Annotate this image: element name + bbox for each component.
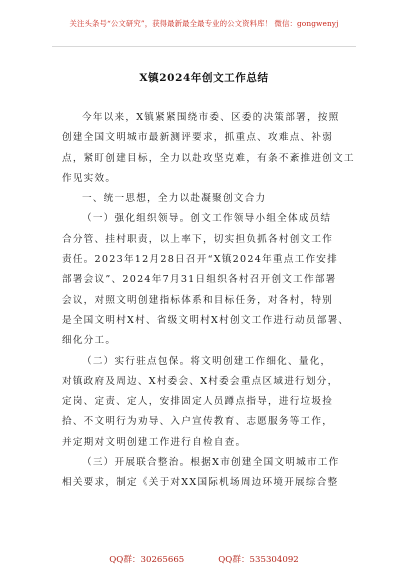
paragraph-line: 今年以来，X镇紧紧围绕市委、区委的决策部署，按照 (82, 112, 340, 123)
section-heading: 一、统一思想，全力以赴凝聚创文合力 (82, 193, 267, 205)
paragraph-line: 部署会议”、2024年7月31日组织各村召开创文工作部署 (62, 274, 337, 286)
paragraph-line: 相关要求，制定《关于对XX国际机场周边环境开展综合整 (62, 477, 339, 489)
qq-group-2: QQ群：535304092 (218, 555, 299, 565)
paragraph-line: 并定期对文明创建工作进行自检自查。 (62, 436, 247, 448)
paragraph-line: 对镇政府及周边、X村委会、X村委会重点区域进行划分， (62, 375, 339, 387)
header-divider (52, 46, 356, 47)
paragraph-line: （一）强化组织领导。创文工作领导小组全体成员结 (82, 213, 332, 225)
document-body (62, 108, 355, 494)
paragraph-line: （三）开展联合整治。根据X市创建全国文明城市工作 (82, 457, 340, 469)
paragraph-line: 创建全国文明城市最新测评要求，抓重点、攻难点、补弱 (62, 132, 334, 144)
qq-group-1: QQ群：30265665 (109, 555, 185, 565)
paragraph-line: 作见实效。 (62, 172, 117, 184)
paragraph-line: 责任。2023年12月28日召开“X镇2024年重点工作安排 (62, 254, 338, 266)
paragraph-line: 合分管、挂村职责，以上率下，切实担负抓各村创文工作 (62, 233, 334, 245)
paragraph-line: 是全国文明村X村、省级文明村X村创文工作进行动员部署、 (62, 314, 350, 326)
footer-qq-groups (0, 553, 408, 565)
paragraph-line: （二）实行驻点包保。将文明创建工作细化、量化， (82, 355, 332, 367)
paragraph-line: 定岗、定责、定人，安排固定人员蹲点指导，进行垃圾捡 (62, 396, 334, 408)
paragraph-line: 细化分工。 (62, 335, 117, 347)
paragraph-line: 拾、不文明行为劝导、入户宣传教育、志愿服务等工作， (62, 416, 334, 428)
paragraph-line: 点，紧盯创建目标，全力以赴攻坚克难，有条不紊推进创文工 (62, 152, 355, 164)
document-title: X镇2024年创文工作总结 (139, 72, 269, 84)
paragraph-line: 会议，对照文明创建指标体系和目标任务，对各村，特别 (62, 294, 334, 306)
promo-banner: 关注头条号“公文研究”，获得最新最全最专业的公文资料库！ 微信：gongwenyj (69, 19, 339, 28)
